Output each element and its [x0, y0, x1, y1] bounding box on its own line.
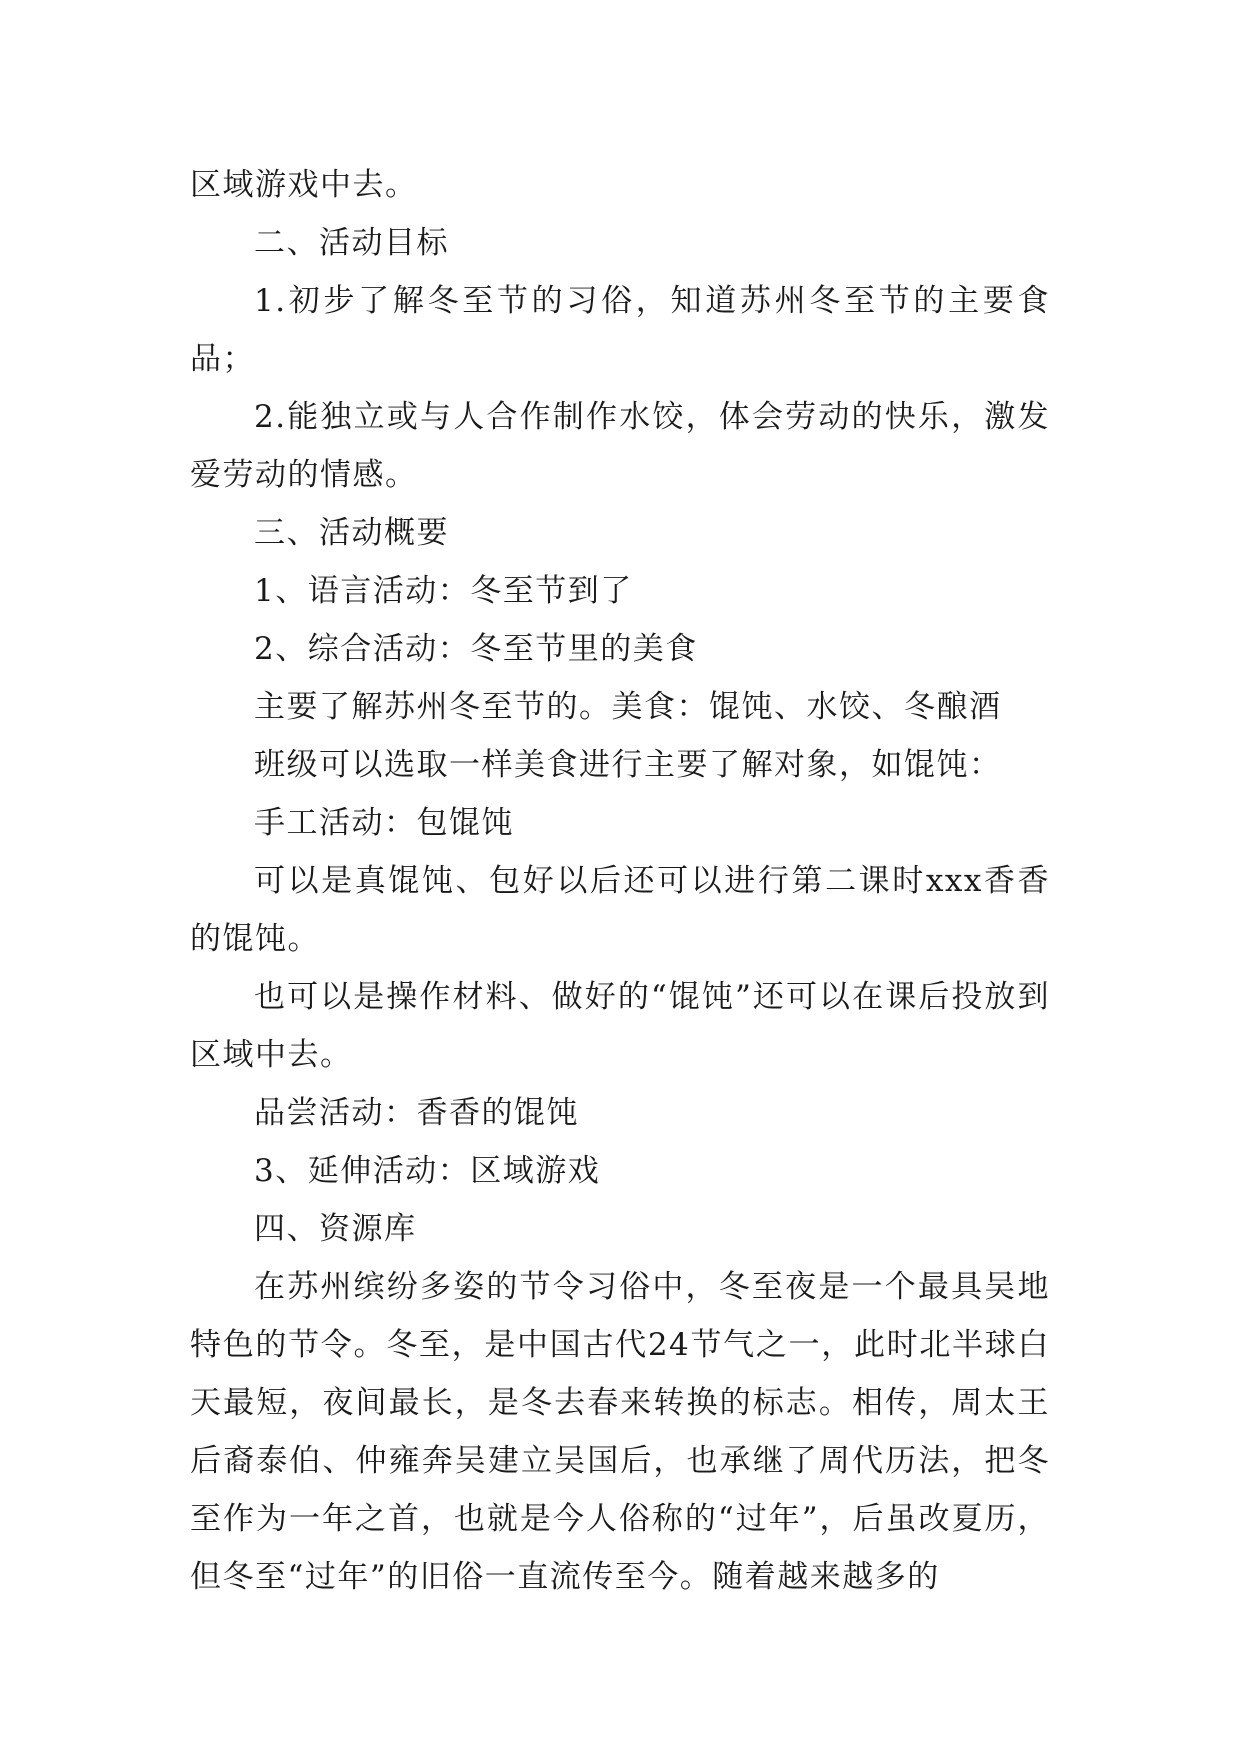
document-body	[190, 156, 1050, 1606]
tasting-activity: 品尝活动：香香的馄饨	[254, 1095, 579, 1131]
heading-activity-goals: 二、活动目标	[254, 225, 449, 261]
overview-item-2: 2、综合活动：冬至节里的美食	[254, 631, 698, 667]
food-paragraph: 主要了解苏州冬至节的。美食：馄饨、水饺、冬酿酒	[254, 689, 1002, 725]
overview-item-1: 1、语言活动：冬至节到了	[254, 573, 633, 609]
handcraft-activity: 手工活动：包馄饨	[254, 805, 514, 841]
goal-item-2: 2.能独立或与人合作制作水饺，体会劳动的快乐，激发爱劳动的情感。	[190, 399, 1050, 493]
goal-item-1: 1.初步了解冬至节的习俗，知道苏州冬至节的主要食品；	[190, 283, 1050, 377]
materials-paragraph: 也可以是操作材料、做好的“馄饨”还可以在课后投放到区域中去。	[190, 979, 1050, 1073]
heading-resources: 四、资源库	[254, 1211, 417, 1247]
class-choice-paragraph: 班级可以选取一样美食进行主要了解对象，如馄饨：	[254, 747, 1002, 783]
real-wonton-paragraph: 可以是真馄饨、包好以后还可以进行第二课时xxx香香的馄饨。	[190, 863, 1050, 957]
paragraph-continuation: 区域游戏中去。	[190, 167, 418, 203]
heading-activity-overview: 三、活动概要	[254, 515, 449, 551]
resources-paragraph: 在苏州缤纷多姿的节令习俗中，冬至夜是一个最具吴地特色的节令。冬至，是中国古代24节气之一，此时北半球白天最短，夜间最长，是冬去春来转换的标志。相传，周太王后裔泰伯、仲雍奔吴建立吴国后，也承继了周代历法，把冬至作为一年之首，也就是今人俗称的“过年”，后虽改夏历，但冬至“过年”的旧俗一直流传至今。随着越来越多的	[190, 1269, 1050, 1595]
overview-item-3: 3、延伸活动：区域游戏	[254, 1153, 601, 1189]
